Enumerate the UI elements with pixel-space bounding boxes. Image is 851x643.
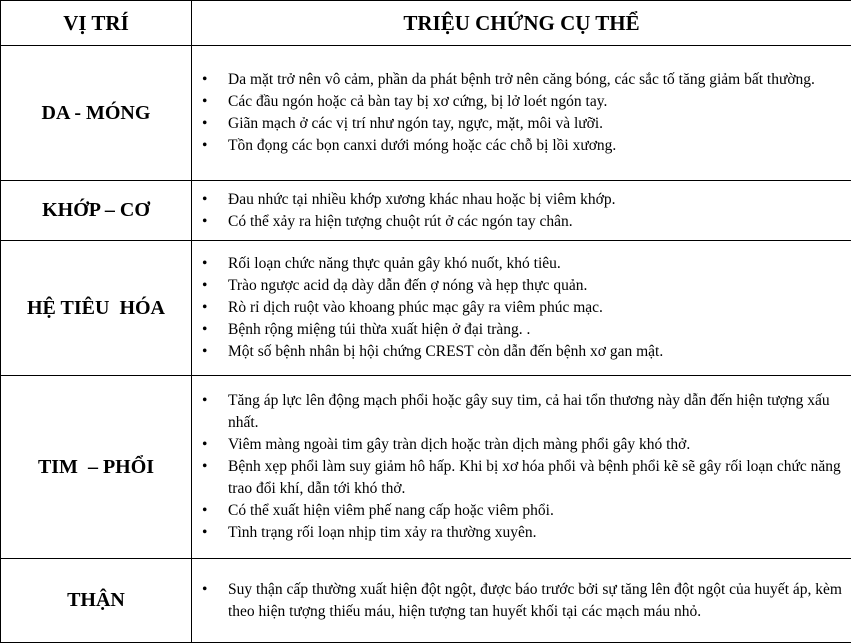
symptom-item: • Suy thận cấp thường xuất hiện đột ngột, được báo trước bởi sự tăng lên đột ngột của huyết áp, kèm theo hiện tượng thiếu máu, hiện tượng tan huyết khối tại các mạch máu nhỏ. xyxy=(192,579,845,623)
symptom-item: • Các đầu ngón hoặc cả bàn tay bị xơ cứng, bị lở loét ngón tay. xyxy=(192,91,845,113)
location-cell: KHỚP – CƠ xyxy=(1,181,192,241)
table-header xyxy=(1,1,851,46)
symptom-item: • Có thể xảy ra hiện tượng chuột rút ở các ngón tay chân. xyxy=(192,211,845,233)
header-location: VỊ TRÍ xyxy=(1,1,192,46)
header-row xyxy=(1,1,851,46)
symptom-item: • Giãn mạch ở các vị trí như ngón tay, ngực, mặt, môi và lưỡi. xyxy=(192,113,845,135)
symptoms-cell xyxy=(192,181,851,241)
symptom-item: • Bệnh xẹp phổi làm suy giảm hô hấp. Khi bị xơ hóa phổi và bệnh phổi kẽ sẽ gây rối loạn chức năng trao đổi khí, dẫn tới khó thở. xyxy=(192,456,845,500)
symptom-item: • Trào ngược acid dạ dày dẫn đến ợ nóng và hẹp thực quản. xyxy=(192,275,845,297)
table-row xyxy=(1,559,851,643)
table-row xyxy=(1,376,851,559)
location-cell: HỆ TIÊU HÓA xyxy=(1,241,192,376)
symptom-item: • Tồn đọng các bọn canxi dưới móng hoặc các chỗ bị lồi xương. xyxy=(192,135,845,157)
symptom-item: • Đau nhức tại nhiều khớp xương khác nhau hoặc bị viêm khớp. xyxy=(192,189,845,211)
symptom-item: • Có thể xuất hiện viêm phế nang cấp hoặc viêm phổi. xyxy=(192,500,845,522)
table-row xyxy=(1,181,851,241)
symptom-list xyxy=(192,579,851,623)
symptom-list xyxy=(192,390,851,544)
location-cell: TIM – PHỔI xyxy=(1,376,192,559)
symptom-item: • Tăng áp lực lên động mạch phổi hoặc gây suy tim, cả hai tổn thương này dẫn đến hiện tượng xấu nhất. xyxy=(192,390,845,434)
symptoms-cell xyxy=(192,559,851,643)
table-row xyxy=(1,46,851,181)
location-cell: DA - MÓNG xyxy=(1,46,192,181)
header-symptoms: TRIỆU CHỨNG CỤ THỂ xyxy=(192,1,851,46)
table-row xyxy=(1,241,851,376)
symptom-item: • Rối loạn chức năng thực quản gây khó nuốt, khó tiêu. xyxy=(192,253,845,275)
symptom-item: • Rò rỉ dịch ruột vào khoang phúc mạc gây ra viêm phúc mạc. xyxy=(192,297,845,319)
symptom-item: • Da mặt trở nên vô cảm, phần da phát bệnh trở nên căng bóng, các sắc tố tăng giảm bất thường. xyxy=(192,69,845,91)
symptoms-cell xyxy=(192,241,851,376)
symptom-list xyxy=(192,189,851,233)
symptom-item: • Một số bệnh nhân bị hội chứng CREST còn dẫn đến bệnh xơ gan mật. xyxy=(192,341,845,363)
symptom-list xyxy=(192,69,851,157)
symptom-item: • Tình trạng rối loạn nhịp tim xảy ra thường xuyên. xyxy=(192,522,845,544)
symptoms-cell xyxy=(192,46,851,181)
symptom-item: • Viêm màng ngoài tim gây tràn dịch hoặc tràn dịch màng phổi gây khó thở. xyxy=(192,434,845,456)
symptom-item: • Bệnh rộng miệng túi thừa xuất hiện ở đại tràng. . xyxy=(192,319,845,341)
table-body xyxy=(1,46,851,643)
symptom-list xyxy=(192,253,851,363)
symptoms-cell xyxy=(192,376,851,559)
location-cell: THẬN xyxy=(1,559,192,643)
